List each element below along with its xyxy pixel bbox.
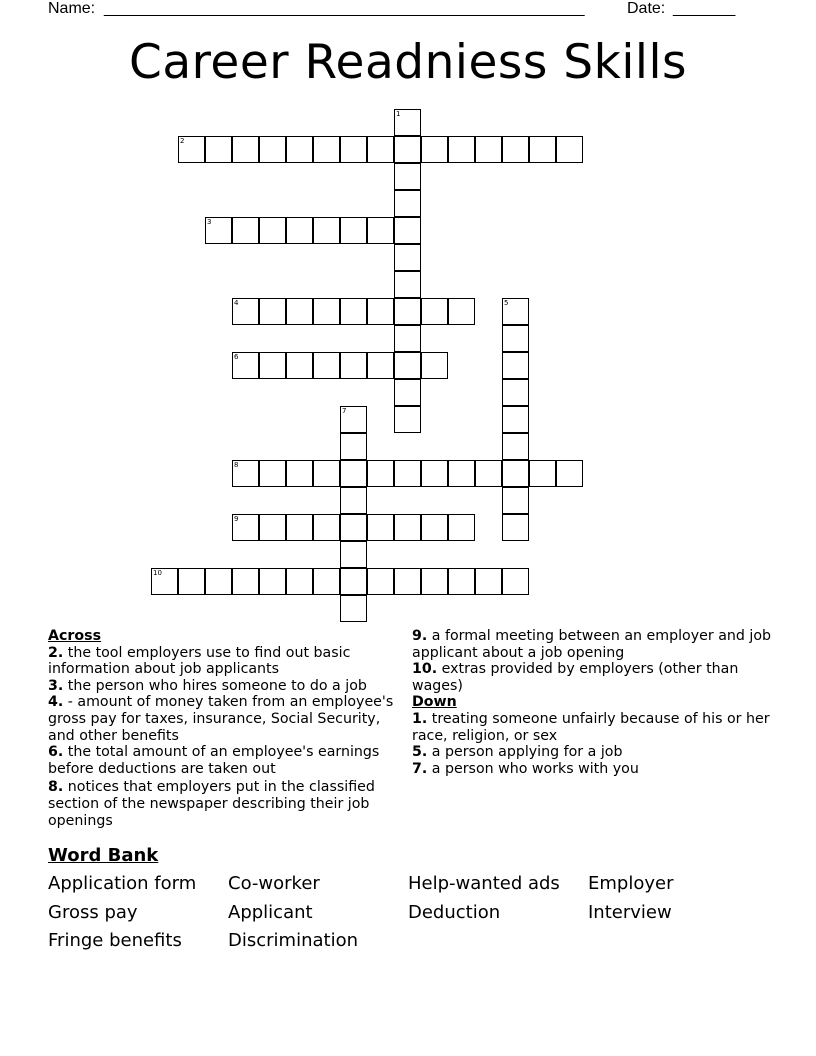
crossword-cell[interactable] (448, 460, 475, 487)
clue-number: 10 (153, 569, 162, 577)
crossword-cell[interactable] (502, 433, 529, 460)
crossword-cell[interactable] (259, 298, 286, 325)
date-blank: _______ (673, 0, 736, 17)
word-bank-title: Word Bank (48, 845, 159, 866)
clue-across-8: 8. notices that employers put in the classified section of the newspaper describing their job openings (48, 779, 375, 829)
crossword-cell[interactable] (394, 379, 421, 406)
crossword-cell[interactable] (421, 460, 448, 487)
crossword-cell[interactable] (232, 568, 259, 595)
crossword-cell[interactable] (394, 217, 421, 244)
crossword-cell[interactable] (340, 298, 367, 325)
crossword-cell[interactable] (502, 352, 529, 379)
crossword-cell[interactable] (151, 568, 178, 595)
clue-number: 8 (234, 461, 239, 469)
clues-right-column (412, 628, 772, 777)
crossword-cell[interactable] (313, 514, 340, 541)
crossword-cell[interactable] (367, 136, 394, 163)
crossword-cell[interactable] (502, 514, 529, 541)
crossword-cell[interactable] (367, 217, 394, 244)
crossword-cell[interactable] (367, 514, 394, 541)
crossword-cell[interactable] (340, 568, 367, 595)
clue-number: 1 (396, 110, 401, 118)
crossword-cell[interactable] (286, 298, 313, 325)
crossword-cell[interactable] (286, 352, 313, 379)
word-bank-item: Fringe benefits (48, 930, 182, 951)
name-blank: ______________________________________________________ (104, 0, 585, 17)
clue-across-10: 10. extras provided by employers (other than wages) (412, 661, 739, 694)
crossword-cell[interactable] (394, 163, 421, 190)
crossword-cell[interactable] (394, 244, 421, 271)
crossword-cell[interactable] (313, 136, 340, 163)
crossword-cell[interactable] (394, 190, 421, 217)
crossword-cell[interactable] (259, 136, 286, 163)
crossword-cell[interactable] (367, 298, 394, 325)
crossword-cell[interactable] (367, 352, 394, 379)
crossword-cell[interactable] (259, 568, 286, 595)
crossword-cell[interactable] (313, 298, 340, 325)
clue-across-3: 3. the person who hires someone to do a job (48, 677, 367, 694)
crossword-cell[interactable] (286, 217, 313, 244)
crossword-cell[interactable] (475, 568, 502, 595)
clue-across-6: 6. the total amount of an employee's earnings before deductions are taken out (48, 744, 380, 777)
crossword-cell[interactable] (313, 217, 340, 244)
crossword-cell[interactable] (178, 568, 205, 595)
clues-left-column (48, 628, 408, 829)
word-bank-item: Applicant (228, 902, 313, 923)
crossword-cell[interactable] (286, 136, 313, 163)
name-label: Name: (48, 0, 96, 17)
crossword-cell[interactable] (232, 136, 259, 163)
clue-across-9: 9. a formal meeting between an employer and job applicant about a job opening (412, 628, 772, 661)
crossword-cell[interactable] (340, 541, 367, 568)
crossword-cell[interactable] (502, 406, 529, 433)
clue-number: 2 (180, 137, 185, 145)
crossword-cell[interactable] (367, 568, 394, 595)
crossword-cell[interactable] (340, 217, 367, 244)
crossword-cell[interactable] (394, 136, 421, 163)
clue-number: 4 (234, 299, 239, 307)
crossword-cell[interactable] (556, 136, 583, 163)
crossword-cell[interactable] (340, 136, 367, 163)
crossword-cell[interactable] (286, 460, 313, 487)
crossword-cell[interactable] (394, 460, 421, 487)
word-bank-item: Deduction (408, 902, 501, 923)
crossword-cell[interactable] (475, 460, 502, 487)
crossword-cell[interactable] (205, 568, 232, 595)
crossword-cell[interactable] (529, 460, 556, 487)
crossword-cell[interactable] (367, 460, 394, 487)
crossword-cell[interactable] (340, 433, 367, 460)
word-bank-item: Interview (588, 902, 672, 923)
crossword-cell[interactable] (421, 298, 448, 325)
clue-down-5: 5. a person applying for a job (412, 744, 623, 761)
crossword-cell[interactable] (394, 109, 421, 136)
crossword-cell[interactable] (394, 514, 421, 541)
crossword-cell[interactable] (502, 379, 529, 406)
clue-number: 7 (342, 407, 347, 415)
clue-down-7: 7. a person who works with you (412, 760, 639, 777)
crossword-cell[interactable] (421, 352, 448, 379)
clue-down-1: 1. treating someone unfairly because of his or her race, religion, or sex (412, 710, 770, 744)
clue-number: 9 (234, 515, 239, 523)
crossword-cell[interactable] (259, 514, 286, 541)
crossword-cell[interactable] (259, 217, 286, 244)
page-title: Career Readniess Skills (129, 35, 687, 90)
crossword-cell[interactable] (448, 568, 475, 595)
crossword-cell[interactable] (394, 271, 421, 298)
crossword-cell[interactable] (502, 325, 529, 352)
crossword-cell[interactable] (340, 406, 367, 433)
down-heading: Down (412, 694, 457, 711)
crossword-cell[interactable] (448, 136, 475, 163)
crossword-cell[interactable] (502, 460, 529, 487)
clue-number: 5 (504, 299, 509, 307)
crossword-cell[interactable] (475, 136, 502, 163)
crossword-cell[interactable] (232, 460, 259, 487)
word-bank-item: Discrimination (228, 930, 358, 951)
clue-number: 3 (207, 218, 212, 226)
crossword-cell[interactable] (259, 352, 286, 379)
clue-across-2: 2. the tool employers use to find out basic information about job applicants (48, 644, 351, 678)
crossword-cell[interactable] (340, 514, 367, 541)
crossword-cell[interactable] (394, 568, 421, 595)
crossword-cell[interactable] (448, 514, 475, 541)
crossword-cell[interactable] (313, 568, 340, 595)
clue-number: 6 (234, 353, 239, 361)
crossword-cell[interactable] (232, 514, 259, 541)
header (48, 0, 768, 20)
crossword-cell[interactable] (259, 460, 286, 487)
crossword-cell[interactable] (232, 217, 259, 244)
crossword-cell[interactable] (502, 568, 529, 595)
crossword-cell[interactable] (232, 352, 259, 379)
crossword-cell[interactable] (394, 352, 421, 379)
word-bank-item: Co-worker (228, 873, 320, 894)
date-label: Date: (627, 0, 666, 17)
crossword-cell[interactable] (421, 514, 448, 541)
word-bank-item: Help-wanted ads (408, 873, 560, 894)
word-bank-item: Gross pay (48, 902, 138, 923)
crossword-cell[interactable] (502, 487, 529, 514)
crossword-cell[interactable] (205, 217, 232, 244)
crossword-cell[interactable] (286, 514, 313, 541)
crossword-cell[interactable] (205, 136, 232, 163)
crossword-cell[interactable] (529, 136, 556, 163)
word-bank-item: Application form (48, 873, 197, 894)
crossword-cell[interactable] (340, 487, 367, 514)
crossword-cell[interactable] (421, 568, 448, 595)
crossword-cell[interactable] (421, 136, 448, 163)
crossword-cell[interactable] (502, 136, 529, 163)
crossword-cell[interactable] (394, 406, 421, 433)
crossword-cell[interactable] (313, 352, 340, 379)
crossword-cell[interactable] (232, 298, 259, 325)
crossword-cell[interactable] (340, 352, 367, 379)
word-bank-item: Employer (588, 873, 674, 894)
crossword-cell[interactable] (394, 298, 421, 325)
crossword-cell[interactable] (394, 325, 421, 352)
crossword-cell[interactable] (286, 568, 313, 595)
clue-across-4: 4. - amount of money taken from an employee's gross pay for taxes, insurance, Social Security, and other benefits (48, 694, 394, 744)
crossword-cell[interactable] (340, 595, 367, 622)
crossword-cell[interactable] (178, 136, 205, 163)
crossword-cell[interactable] (556, 460, 583, 487)
crossword-cell[interactable] (448, 298, 475, 325)
crossword-cell[interactable] (502, 298, 529, 325)
across-heading: Across (48, 628, 102, 644)
crossword-cell[interactable] (313, 460, 340, 487)
crossword-cell[interactable] (340, 460, 367, 487)
